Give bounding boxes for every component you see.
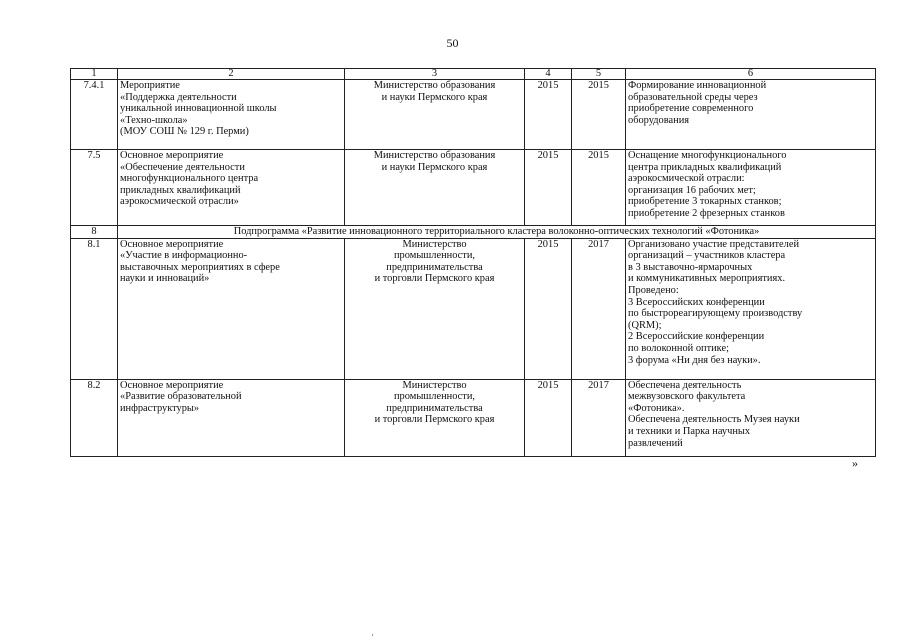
result: Формирование инновационной образовательной среды через приобретение современного оборудования xyxy=(626,80,876,150)
header-cell: 2 xyxy=(118,69,345,80)
header-cell: 1 xyxy=(71,69,118,80)
header-cell: 6 xyxy=(626,69,876,80)
event-name: Основное мероприятие «Обеспечение деятельности многофункционального центра прикладных квалификаций аэрокосмической отрасли» xyxy=(118,150,345,226)
header-cell: 3 xyxy=(345,69,525,80)
result: Оснащение многофункционального центра прикладных квалификаций аэрокосмической отрасли: организация 16 рабочих мет; приобретение 3 токарных станков; приобретение 2 фрезерных станков xyxy=(626,150,876,226)
event-name: Основное мероприятие «Развитие образовательной инфраструктуры» xyxy=(118,379,345,456)
subprogram-number: 8 xyxy=(71,226,118,239)
start-year: 2015 xyxy=(525,379,572,456)
executor: Министерство промышленности, предпринимательства и торговли Пермского края xyxy=(345,379,525,456)
result: Обеспечена деятельность межвузовского факультета «Фотоника». Обеспечена деятельность Музея науки и техники и Парка научных развлечений xyxy=(626,379,876,456)
end-year: 2017 xyxy=(572,238,626,379)
table-row xyxy=(71,80,876,150)
scan-mark xyxy=(372,634,373,636)
program-table xyxy=(70,68,876,457)
row-number: 7.4.1 xyxy=(71,80,118,150)
subprogram-title: Подпрограмма «Развитие инновационного территориального кластера волоконно-оптических технологий «Фотоника» xyxy=(118,226,876,239)
row-number: 7.5 xyxy=(71,150,118,226)
start-year: 2015 xyxy=(525,150,572,226)
header-cell: 5 xyxy=(572,69,626,80)
executor: Министерство образования и науки Пермского края xyxy=(345,150,525,226)
event-name: Мероприятие «Поддержка деятельности уникальной инновационной школы «Техно-школа» (МОУ СОШ № 129 г. Перми) xyxy=(118,80,345,150)
start-year: 2015 xyxy=(525,80,572,150)
end-year: 2015 xyxy=(572,80,626,150)
executor: Министерство промышленности, предпринимательства и торговли Пермского края xyxy=(345,238,525,379)
end-year: 2015 xyxy=(572,150,626,226)
closing-quote: » xyxy=(852,456,858,470)
executor: Министерство образования и науки Пермского края xyxy=(345,80,525,150)
table-row xyxy=(71,150,876,226)
table-row xyxy=(71,379,876,456)
start-year: 2015 xyxy=(525,238,572,379)
table-row xyxy=(71,238,876,379)
table-header-row xyxy=(71,69,876,80)
header-cell: 4 xyxy=(525,69,572,80)
row-number: 8.2 xyxy=(71,379,118,456)
result: Организовано участие представителей организаций – участников кластера в 3 выставочно-ярмарочных и коммуникативных мероприятиях. Проведено: 3 Всероссийских конференции по быстрореагирующему производству (QRM); 2 Всероссийские конференции по волоконной оптике; 3 форума «Ни дня без науки». xyxy=(626,238,876,379)
subprogram-row xyxy=(71,226,876,239)
row-number: 8.1 xyxy=(71,238,118,379)
end-year: 2017 xyxy=(572,379,626,456)
event-name: Основное мероприятие «Участие в информационно- выставочных мероприятиях в сфере науки и инноваций» xyxy=(118,238,345,379)
page-number: 50 xyxy=(446,36,459,50)
